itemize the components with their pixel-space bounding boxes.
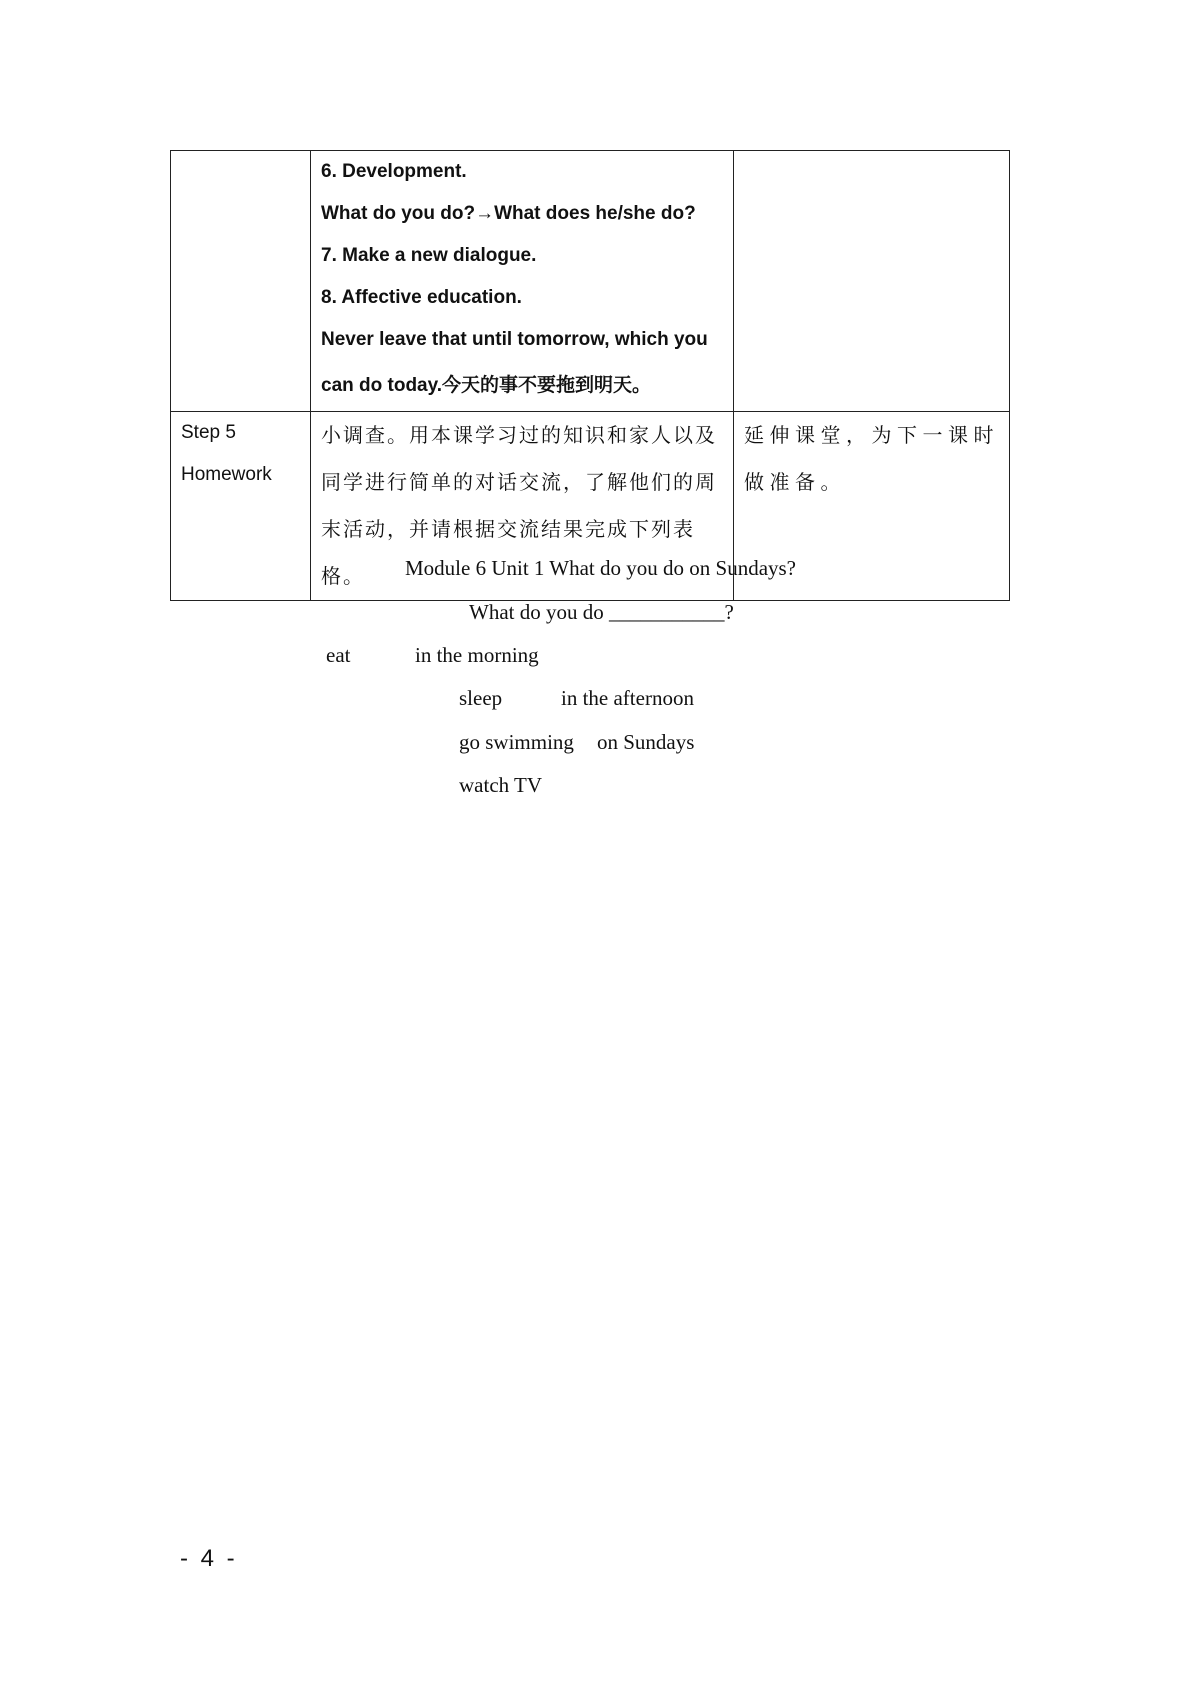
time-sundays: on Sundays [597, 730, 695, 754]
procedure-line: can do today.今天的事不要拖到明天。 [321, 375, 652, 396]
step-cell-empty [171, 151, 311, 412]
step-name: Homework [181, 464, 272, 485]
table-row [171, 151, 1010, 412]
page-number: - 4 - [180, 1545, 238, 1572]
time-afternoon: in the afternoon [561, 686, 694, 710]
activity-watch-tv: watch TV [459, 773, 543, 797]
purpose-cell: 延伸课堂，为下一课时做准备。 [734, 412, 1010, 601]
activity-swimming: go swimming [459, 730, 574, 754]
worksheet-title: Module 6 Unit 1 What do you do on Sundays? [405, 556, 797, 580]
activity-sleep: sleep [459, 686, 503, 710]
activity-eat: eat [326, 643, 351, 667]
procedure-cell [311, 151, 734, 412]
procedure-line: What do you do?→What does he/she do? [321, 203, 696, 224]
purpose-cell-empty [734, 151, 1010, 412]
procedure-line: 6. Development. [321, 161, 467, 182]
step-label: Step 5 [181, 422, 236, 443]
time-morning: in the morning [415, 643, 539, 667]
worksheet-question: What do you do ___________? [469, 600, 734, 624]
procedure-line: 8. Affective education. [321, 287, 522, 308]
procedure-line: 7. Make a new dialogue. [321, 245, 537, 266]
activity-cell: 小调查。用本课学习过的知识和家人以及同学进行简单的对话交流，了解他们的周末活动，并请根据交流结果完成下列表格。 [311, 412, 734, 601]
step-cell [171, 412, 311, 601]
procedure-line: Never leave that until tomorrow, which you [321, 329, 708, 350]
lesson-plan-table [170, 150, 1010, 601]
